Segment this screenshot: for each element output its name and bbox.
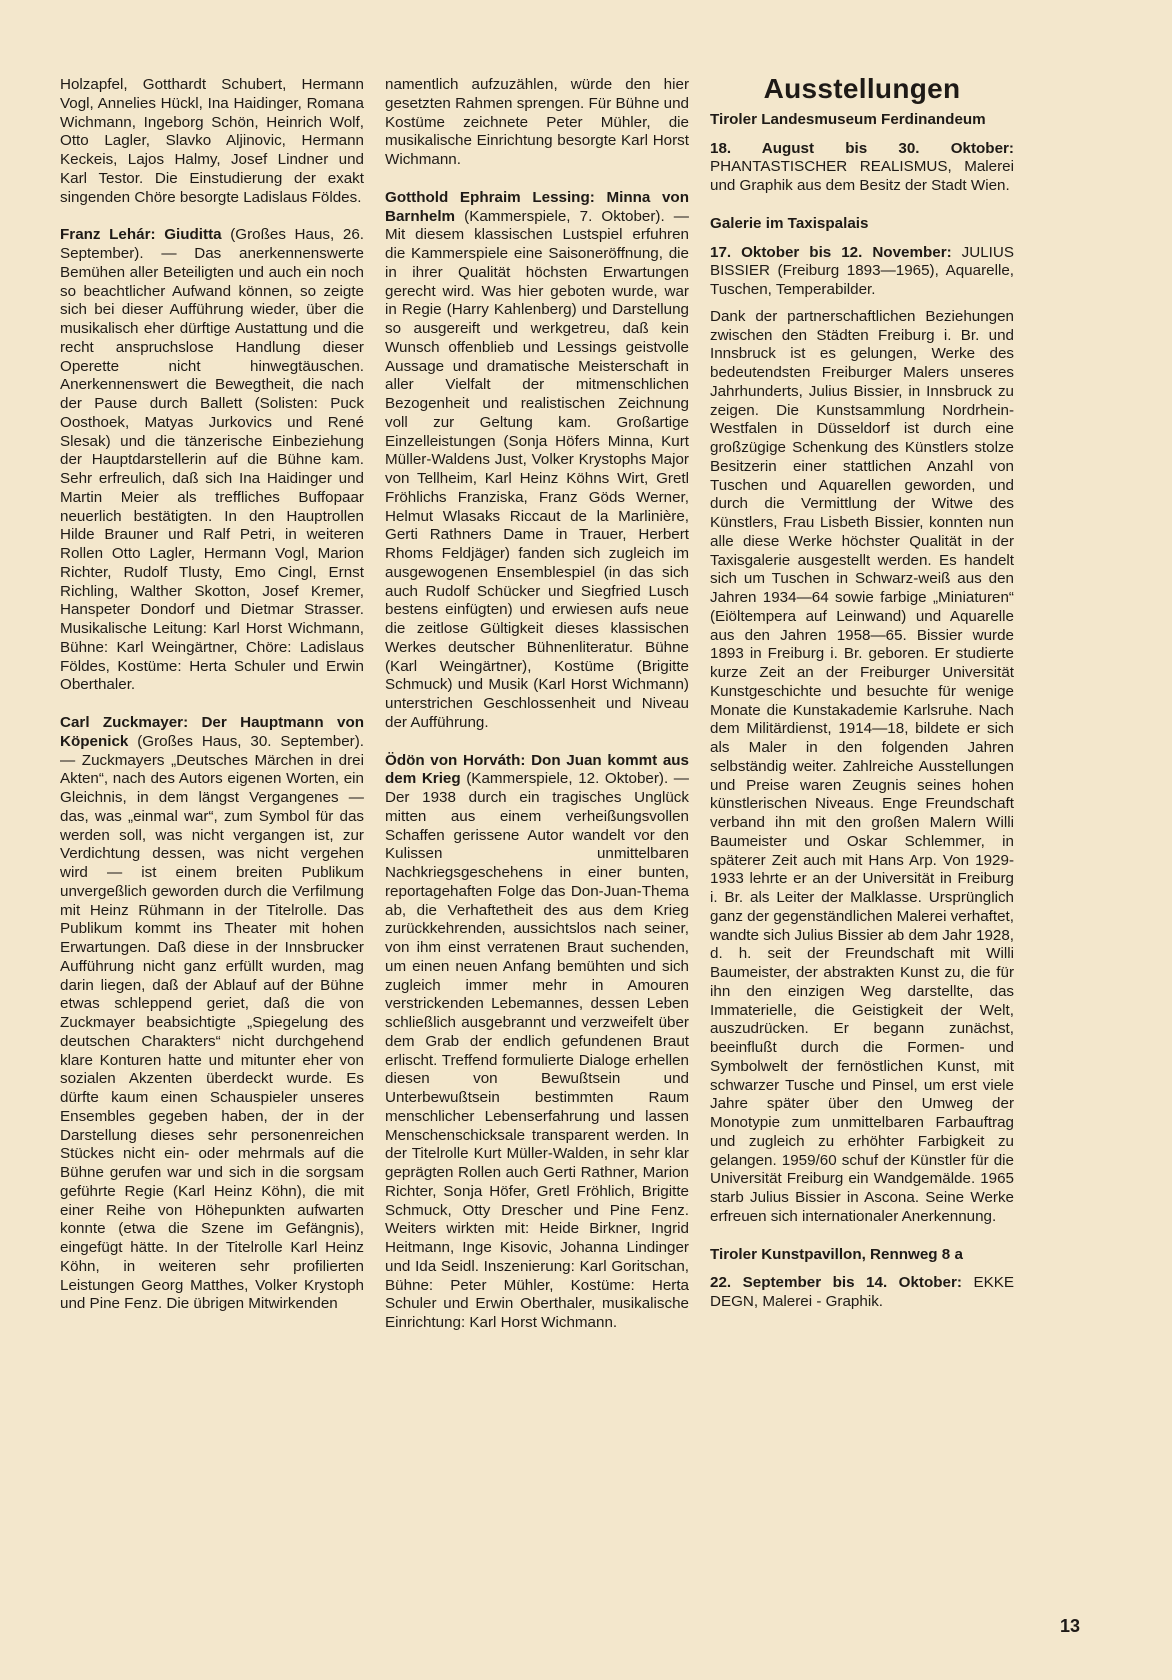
venue-heading: Tiroler Landesmuseum Ferdinandeum <box>710 110 986 128</box>
paragraph-text: (Kammerspiele, 7. Oktober). — Mit diesem klassischen Lustspiel erfuhren die Kammerspiele eine Saisoneröffnung, die in ihrer Qualität höchsten Erwartungen gerecht wird. Was hier geboten wurde, war in Regie (Harry Kahlenberg) und Darstellung so ausgereift und werkgetreu, daß kein Wunsch offenblieb und Lessings geistvolle Aussage und dramatische Meisterschaft in aller Vielfalt der mitmenschlichen Bezogenheit und realistischen Zeichnung voll zur Geltung kam. Großartige Einzelleistungen (Sonja Höfers Minna, Kurt Müller-Waldens Just, Volker Krystophs Major von Tellheim, Karl Heinz Köhns Wirt, Gretl Fröhlichs Franziska, Franz Göds Werner, Helmut Wlasaks Riccaut de la Marlinière, Gerti Rathners Dame in Trauer, Herbert Rhoms Feldjäger) fanden sich zugleich im ausgewogenen Ensemblespiel (in das sich auch Rudolf Schücker und Siegfried Lusch bestens einfügten) und erwiesen aufs neue die zeitlose Gültigkeit dieses klassischen Werkes deutscher Bühnenliteratur. Bühne (Karl Weingärtner), Kostüme (Brigitte Schmuck) und Musik (Karl Horst Wichmann) unterstrichen Geschlossenheit und Niveau der Aufführung. <box>385 207 689 731</box>
paragraph <box>385 752 689 1333</box>
paragraph <box>710 1274 1014 1312</box>
paragraph-text: EKKE DEGN, Malerei - Graphik. <box>710 1274 1014 1310</box>
paragraph-lead: 18. August bis 30. Oktober: <box>710 139 1014 157</box>
paragraph <box>385 189 689 733</box>
paragraph-lead: Carl Zuckmayer: Der Hauptmann von Köpenick <box>60 714 364 750</box>
paragraph-text: Holzapfel, Gotthardt Schubert, Hermann Vogl, Annelies Hückl, Ina Haidinger, Romana Wichmann, Ingeborg Schön, Heinrich Wolf, Otto Lagler, Slavko Aljinovic, Hermann Keckeis, Lajos Halmy, Josef Lindner und Karl Testor. Die Einstudierung der exakt singenden Chöre besorgte Ladislaus Földes. <box>60 76 364 206</box>
column-2 <box>385 76 689 1352</box>
paragraph <box>60 76 364 207</box>
paragraph <box>710 140 1014 196</box>
column-3 <box>710 73 1014 1331</box>
paragraph-text: JULIUS BISSIER (Freiburg 1893—1965), Aquarelle, Tuschen, Temperabilder. <box>710 243 1014 298</box>
paragraph-text: (Großes Haus, 30. September). — Zuckmayers „Deutsches Märchen in drei Akten“, nach des Autors eigenen Worten, ein Gleichnis, in dem längst Vergangenes — das, was „einmal war“, zum Symbol für das werden soll, was nicht vergangen ist, zur Verdichtung dessen, was nicht vergehen wird — ist einem breiten Publikum unvergeßlich geworden durch die Verfilmung mit Heinz Rühmann in der Titelrolle. Das Publikum kommt ins Theater mit hohen Erwartungen. Daß diese in der Innsbrucker Aufführung nicht ganz erfüllt wurden, mag darin liegen, daß der Ablauf auf der Bühne etwas schleppend geriet, daß die von Zuckmayer beabsichtigte „Spiegelung des deutschen Charakters“ nicht durchgehend klare Konturen hatte und mitunter eher von sozialen Akzenten überdeckt wurde. Es dürfte kaum einen Schauspieler unseres Ensembles gegeben haben, der in der Darstellung dieses sehr personenreichen Stückes nicht ein- oder mehrmals auf die Bühne gerufen war und sich in die sorgsam geführte Regie (Karl Heinz Köhn), die mit einer Reihe von Höhepunkten aufwarten konnte (etwa die Szene im Gefängnis), eingefügt hätte. In der Titelrolle Karl Heinz Köhn, in weiteren sehr profilierten Leistungen Georg Matthes, Volker Krystoph und Pine Fenz. Die übrigen Mitwirkenden <box>60 732 364 1313</box>
paragraph <box>710 308 1014 1227</box>
paragraph-lead: Gotthold Ephraim Lessing: Minna von Barnhelm <box>385 188 689 225</box>
paragraph-lead: 17. Oktober bis 12. November: <box>710 243 952 261</box>
paragraph <box>710 244 1014 300</box>
venue-heading: Tiroler Kunstpavillon, Rennweg 8 a <box>710 1245 963 1263</box>
paragraph-text: (Großes Haus, 26. September). — Das anerkennenswerte Bemühen aller Beteiligten und auch ein noch so beachtlicher Aufwand können, so zeigte sich bei dieser Aufführung wieder, über die musikalisch eher dürftige Austattung und die recht anspruchslose Handlung dieser Operette nicht hinwegtäuschen. Anerkennenswert die Bewegtheit, die nach der Pause durch Ballett (Solisten: Puck Oosthoek, Matyas Jurkovics und René Slesak) und die tänzerische Einbeziehung der Hauptdarstellerin auf die Bühne kam. Sehr erfreulich, daß sich Ina Haidinger und Martin Meier als treffliches Buffopaar neuerlich bestätigten. In den Hauptrollen Hilde Brauner und Ralf Petri, in weiteren Rollen Otto Lagler, Hermann Vogl, Marion Richter, Rudolf Tlusty, Emo Cingl, Ernst Richling, Walther Skotton, Josef Kremer, Hanspeter Dondorf und Dietmar Strasser. Musikalische Leitung: Karl Horst Wichmann, Bühne: Karl Weingärtner, Chöre: Ladislaus Földes, Kostüme: Herta Schuler und Erwin Oberthaler. <box>60 226 364 694</box>
paragraph-lead: 22. September bis 14. Oktober: <box>710 1274 962 1292</box>
column-1 <box>60 76 364 1333</box>
paragraph-text: PHANTASTISCHER REALISMUS, Malerei und Graphik aus dem Besitz der Stadt Wien. <box>710 158 1014 194</box>
paragraph-text: namentlich aufzuzählen, würde den hier gesetzten Rahmen sprengen. Für Bühne und Kostüme zeichnete Peter Mühler, die musikalische Einrichtung besorgte Karl Horst Wichmann. <box>385 76 689 168</box>
page-number: 13 <box>1060 1616 1081 1636</box>
paragraph <box>60 226 364 695</box>
venue-heading: Galerie im Taxispalais <box>710 214 869 232</box>
paragraph-lead: Franz Lehár: Giuditta <box>60 226 222 244</box>
section-title: Ausstellungen <box>763 73 961 104</box>
paragraph-lead: Ödön von Horváth: Don Juan kommt aus dem Krieg <box>385 751 689 788</box>
paragraph-text: Dank der partnerschaftlichen Beziehungen zwischen den Städten Freiburg i. Br. und Innsbruck ist es gelungen, Werke des bedeutendsten Freiburger Malers unseres Jahrhunderts, Julius Bissier, in Innsbruck zu zeigen. Die Kunstsammlung Nordrhein-Westfalen in Düsseldorf ist durch eine großzügige Schenkung des Künstlers stolze Besitzerin einer stattlichen Anzahl von Tuschen und Aquarellen geworden, und durch die Vermittlung der Witwe des Künstlers, Frau Lisbeth Bissier, konnten nun alle diese Werke höchster Qualität in der Taxisgalerie ausgestellt werden. Es handelt sich um Tuschen in Schwarz-weiß aus den Jahren 1934—64 sowie farbige „Miniaturen“ (Eiöltempera auf Leinwand) und Aquarelle aus den Jahren 1958—65. Bissier wurde 1893 in Freiburg i. Br. geboren. Er studierte kurze Zeit an der Freiburger Universität Kunstgeschichte und besuchte für wenige Monate die Kunstakademie Karlsruhe. Nach dem Militärdienst, 1914—18, bildete er sich als Maler in den folgenden Jahren selbständig weiter. Zahlreiche Ausstellungen und Preise waren Zeugnis seines hohen künstlerischen Niveaus. Enge Freundschaft verband ihn mit den großen Malern Willi Baumeister und Oskar Schlemmer, in späterer Zeit auch mit Hans Arp. Von 1929-1933 lehrte er an der Universität in Freiburg i. Br. als Leiter der Malklasse. Ursprünglich ganz der gegenständlichen Malerei verhaftet, wandte sich Julius Bissier ab dem Jahr 1928, d. h. seit der Freundschaft mit Willi Baumeister, der abstrakten Kunst zu, die für ihn den einzigen Weg darstellte, das Immaterielle, die Geistigkeit der Welt, auszudrücken. Er begann zunächst, beeinflußt durch die Formen- und Symbolwelt der fernöstlichen Kunst, mit schwarzer Tusche und Pinsel, um erst viele Jahre später über den Umweg der Monotypie zum unmittelbaren Farbauftrag und zugleich zu erhöhter Farbigkeit zu gelangen. 1959/60 schuf der Künstler für die Universität Freiburg ein Wandgemälde. 1965 starb Julius Bissier in Ascona. Seine Werke erfreuen sich internationaler Anerkennung. <box>710 307 1014 1225</box>
paragraph <box>385 76 689 170</box>
paragraph-text: (Kammerspiele, 12. Oktober). — Der 1938 durch ein tragisches Unglück mitten aus einem verheißungsvollen Schaffen gerissene Autor wandelt vor den Kulissen unmittelbaren Nachkriegsgeschehens in einer bunten, reportagehaften Folge das Don-Juan-Thema ab, die Verhaftetheit des aus dem Krieg zurückkehrenden, aussichtslos nach seiner, von ihm einst verratenen Braut suchenden, um einen neuen Anfang bemühten und sich zugleich immer mehr in Amouren verstrickenden Lebemannes, dessen Leben schließlich ausgebrannt und verzweifelt über dem Grab der endlich gefundenen Braut erlischt. Treffend formulierte Dialoge erhellen diesen von Bewußtsein und Unterbewußtsein bestimmten Raum menschlicher Lebenserfahrung und lassen Menschenschicksale transparent werden. In der Titelrolle Kurt Müller-Walden, in sehr klar geprägten Rollen auch Gerti Rathner, Marion Richter, Sonja Höfer, Gretl Fröhlich, Brigitte Schmuck, Otty Drescher und Pine Fenz. Weiters wirkten mit: Heide Birkner, Ingrid Heitmann, Inge Kisovic, Johanna Lindinger und Ida Seidl. Inszenierung: Karl Goritschan, Bühne: Peter Mühler, Kostüme: Herta Schuler und Erwin Oberthaler, musikalische Einrichtung: Karl Horst Wichmann. <box>385 770 689 1331</box>
paragraph <box>60 714 364 1314</box>
